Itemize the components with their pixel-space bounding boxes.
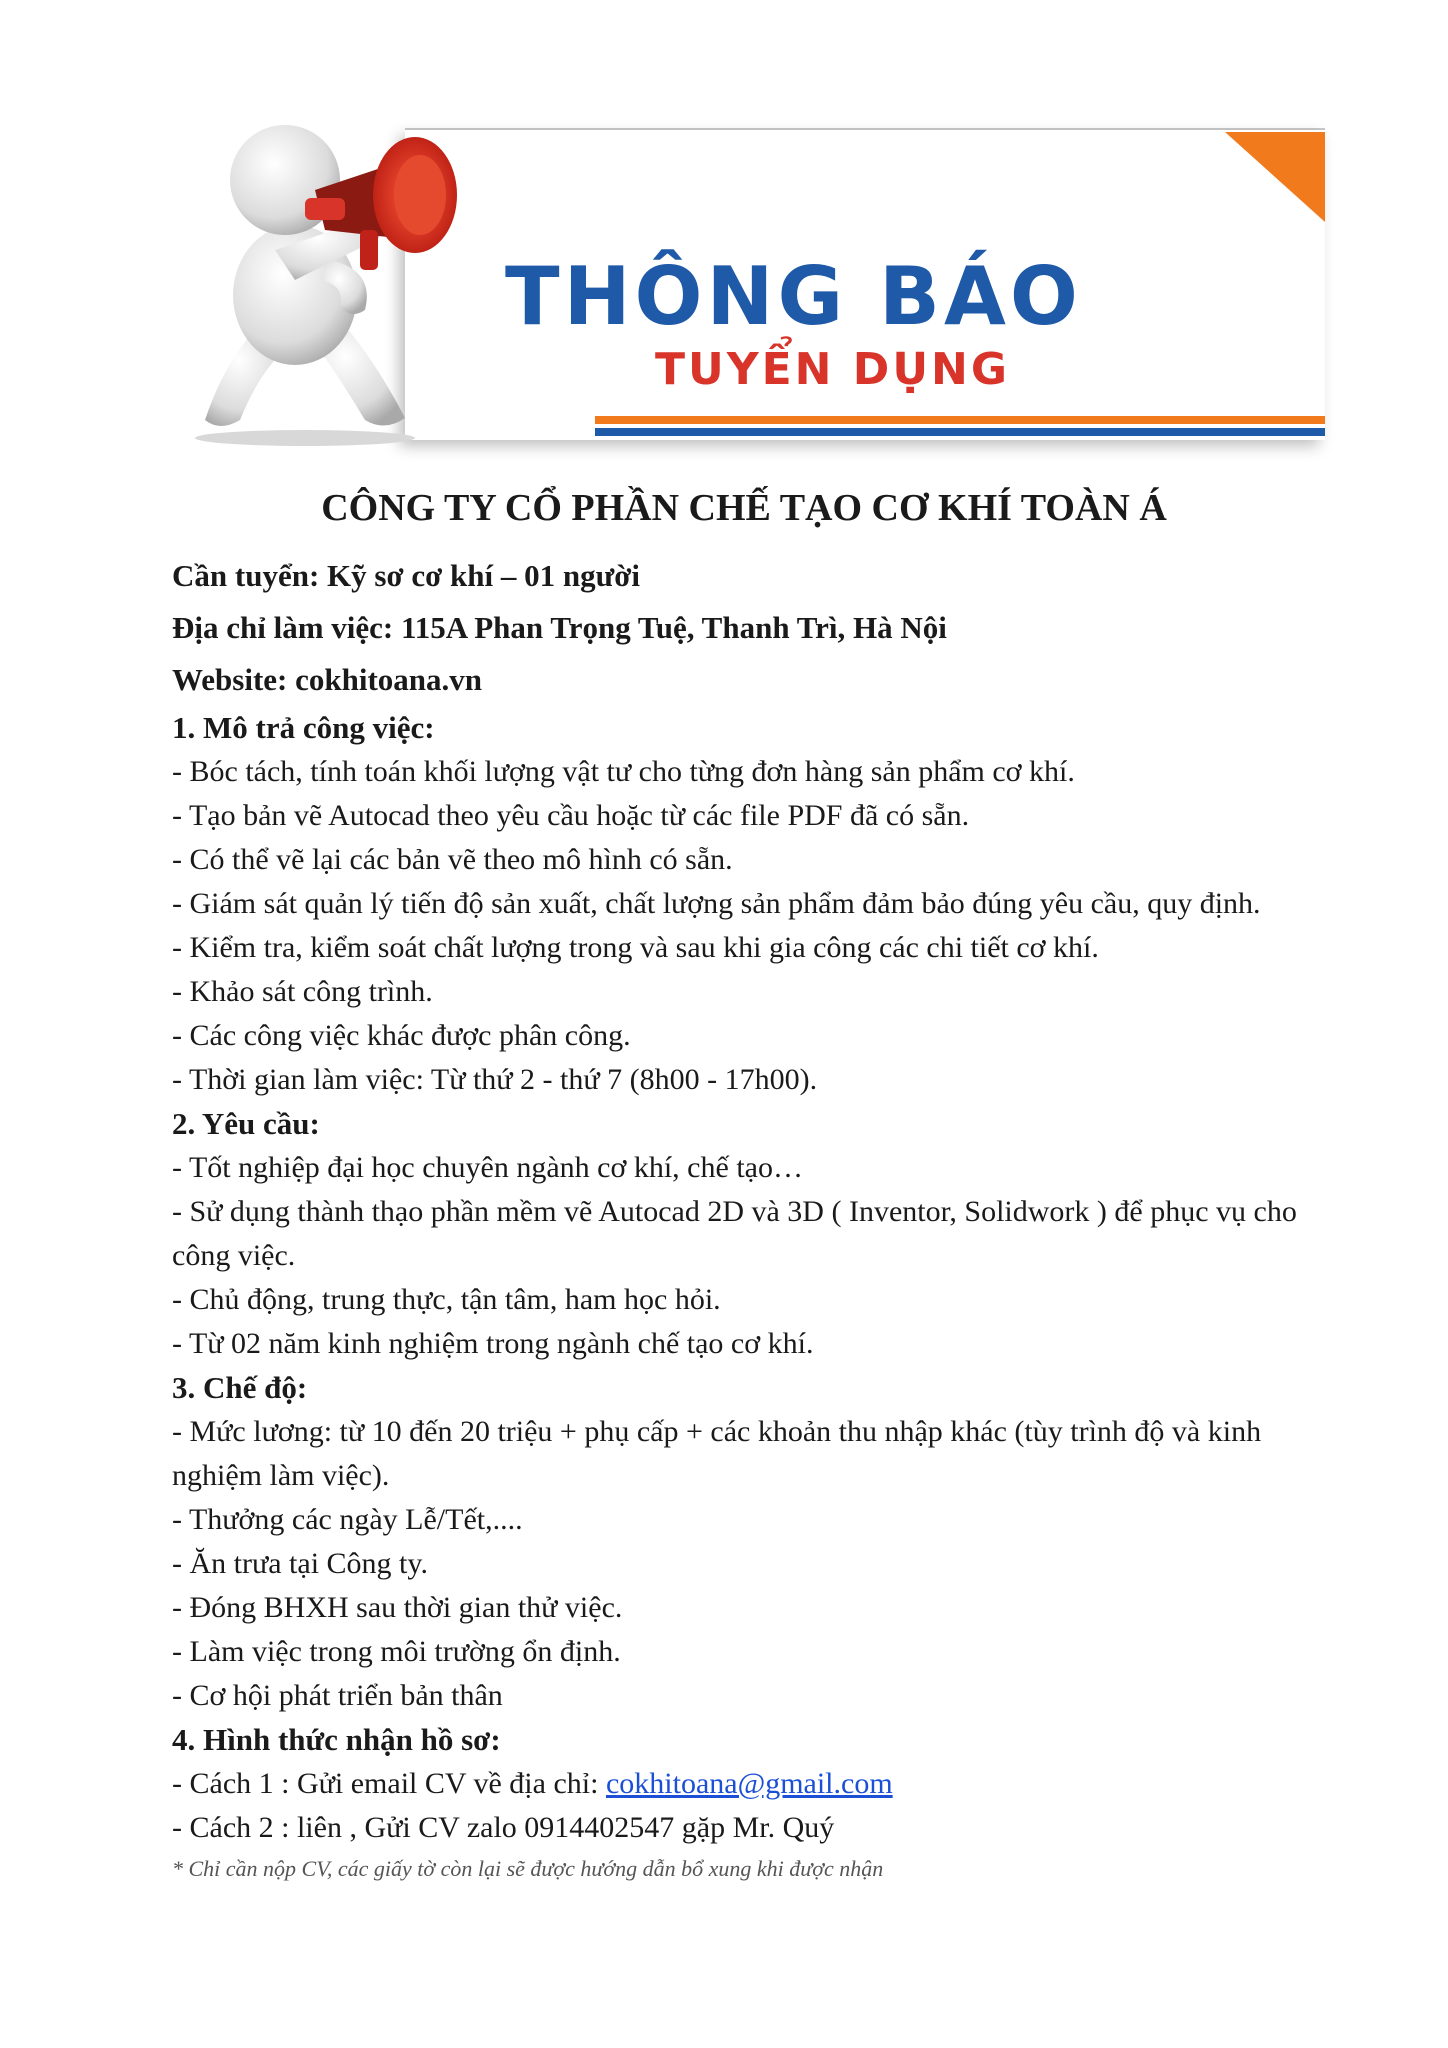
banner-orange-corner: [1225, 132, 1325, 222]
list-item: - Làm việc trong môi trường ổn định.: [172, 1635, 621, 1668]
section-benefits-heading: 3. Chế độ:: [172, 1370, 308, 1405]
list-item: - Có thể vẽ lại các bản vẽ theo mô hình có sẵn.: [172, 843, 733, 876]
section-requirements-heading: 2. Yêu cầu:: [172, 1106, 320, 1141]
list-item: - Bóc tách, tính toán khối lượng vật tư cho từng đơn hàng sản phẩm cơ khí.: [172, 755, 1075, 788]
work-address: Địa chỉ làm việc: 115A Phan Trọng Tuệ, Thanh Trì, Hà Nội: [172, 610, 947, 645]
section-job-description-heading: 1. Mô trả công việc:: [172, 710, 435, 745]
banner-blue-stripe: [595, 428, 1325, 436]
list-item: - Thưởng các ngày Lễ/Tết,....: [172, 1503, 523, 1536]
job-posting: [172, 486, 1322, 1882]
list-item: - Tốt nghiệp đại học chuyên ngành cơ khí, chế tạo…: [172, 1151, 803, 1184]
banner-orange-stripe: [595, 416, 1325, 424]
company-website: Website: cokhitoana.vn: [172, 662, 483, 697]
list-item: - Sử dụng thành thạo phần mềm vẽ Autocad 2D và 3D ( Inventor, Solidwork ) để phục vụ cho công việc.: [172, 1195, 1297, 1272]
section-application-heading: 4. Hình thức nhận hồ sơ:: [172, 1722, 501, 1757]
company-name: CÔNG TY CỔ PHẦN CHẾ TẠO CƠ KHÍ TOÀN Á: [321, 487, 1167, 529]
list-item: - Đóng BHXH sau thời gian thử việc.: [172, 1591, 623, 1624]
list-item: - Cơ hội phát triển bản thân: [172, 1679, 503, 1712]
footnote: * Chỉ cần nộp CV, các giấy tờ còn lại sẽ được hướng dẫn bổ xung khi được nhận: [172, 1856, 884, 1881]
application-method-1: [172, 1762, 1322, 1806]
list-item: - Thời gian làm việc: Từ thứ 2 - thứ 7 (8h00 - 17h00).: [172, 1063, 818, 1096]
application-method-1-label: - Cách 1 : Gửi email CV về địa chỉ:: [172, 1767, 606, 1800]
list-item: - Chủ động, trung thực, tận tâm, ham học hỏi.: [172, 1283, 721, 1316]
list-item: - Kiểm tra, kiểm soát chất lượng trong và sau khi gia công các chi tiết cơ khí.: [172, 931, 1099, 964]
contact-email-link[interactable]: cokhitoana@gmail.com: [605, 1767, 893, 1800]
application-method-2: - Cách 2 : liên , Gửi CV zalo 0914402547 gặp Mr. Quý: [172, 1811, 835, 1844]
banner-title: THÔNG BÁO: [505, 250, 1082, 343]
list-item: - Tạo bản vẽ Autocad theo yêu cầu hoặc từ các file PDF đã có sẵn.: [172, 799, 970, 832]
list-item: - Mức lương: từ 10 đến 20 triệu + phụ cấp + các khoản thu nhập khác (tùy trình độ và kinh nghiệm làm việc).: [172, 1415, 1262, 1492]
list-item: - Ăn trưa tại Công ty.: [172, 1547, 428, 1580]
banner-subtitle: TUYỂN DỤNG: [655, 344, 1010, 395]
list-item: - Khảo sát công trình.: [172, 975, 433, 1008]
list-item: - Từ 02 năm kinh nghiệm trong ngành chế tạo cơ khí.: [172, 1327, 814, 1360]
megaphone-figure-icon: [165, 120, 465, 450]
hiring-position: Cần tuyển: Kỹ sơ cơ khí – 01 người: [172, 558, 640, 593]
recruitment-banner: [165, 120, 1325, 450]
list-item: - Các công việc khác được phân công.: [172, 1019, 631, 1052]
list-item: - Giám sát quản lý tiến độ sản xuất, chất lượng sản phẩm đảm bảo đúng yêu cầu, quy định.: [172, 887, 1261, 920]
